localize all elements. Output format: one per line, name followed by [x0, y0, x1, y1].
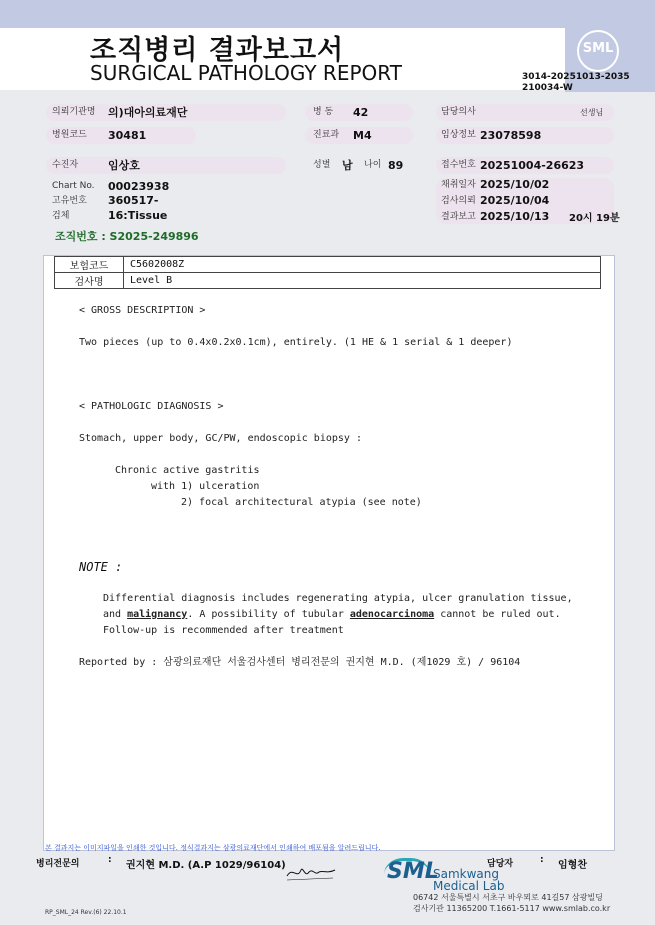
tissue-number: 조직번호 : S2025-249896	[55, 230, 199, 243]
lab-logo-mark: SML	[387, 859, 439, 884]
pathologist-colon: :	[108, 855, 112, 865]
insurance-code-value: C5602008Z	[124, 257, 601, 273]
malignancy-term: malignancy	[127, 609, 188, 620]
table-row	[55, 257, 601, 273]
test-name-value: Level B	[124, 273, 601, 289]
staff-label: 담당자	[487, 859, 514, 869]
top-band	[0, 0, 655, 28]
unique-value: 360517-	[108, 194, 159, 207]
staff-colon: :	[540, 855, 544, 865]
diagnosis-line-2: with 1) ulceration	[151, 481, 260, 492]
report-title-english: SURGICAL PATHOLOGY REPORT	[90, 61, 402, 85]
age-value: 89	[388, 159, 404, 172]
dept-value: M4	[353, 129, 372, 142]
report-number: 3014-20251013-2035 210034-W	[522, 72, 630, 93]
institution-value: 의)대아의료재단	[108, 106, 188, 119]
doctor-label: 담당의사	[441, 107, 476, 117]
receipt-value: 20251004-26623	[480, 159, 585, 172]
gross-text: Two pieces (up to 0.4x0.2x0.1cm), entirely. (1 HE & 1 serial & 1 deeper)	[79, 337, 513, 348]
chart-label: Chart No.	[52, 181, 95, 191]
chart-value: 00023938	[108, 180, 170, 193]
sml-logo-text: SML	[582, 41, 614, 56]
signature-icon	[285, 862, 337, 882]
patient-value: 임상호	[108, 159, 140, 172]
lab-logo-name: Samkwang Medical Lab	[433, 867, 505, 893]
note-header: NOTE :	[79, 560, 123, 574]
result-value: 2025/10/13	[480, 210, 550, 223]
sex-value: 남	[342, 159, 353, 172]
ward-value: 42	[353, 106, 369, 119]
hospital-code-label: 병원코드	[52, 130, 87, 140]
receipt-label: 접수번호	[441, 160, 476, 170]
hospital-code-value: 30481	[108, 129, 147, 142]
clinical-no-label: 임상정보	[441, 130, 476, 140]
form-number: RP_SML_24 Rev.(6) 22.10.1	[45, 909, 127, 916]
institution-label: 의뢰기관명	[52, 107, 96, 117]
note-line-3: Follow-up is recommended after treatment	[103, 625, 344, 636]
request-label: 검사의뢰	[441, 196, 476, 206]
specimen-value: 16:Tissue	[108, 209, 168, 222]
diagnosis-header: < PATHOLOGIC DIAGNOSIS >	[79, 401, 224, 412]
test-name-label: 검사명	[55, 273, 124, 289]
adenocarcinoma-term: adenocarcinoma	[349, 609, 435, 620]
insurance-code-label: 보험코드	[55, 257, 124, 273]
pathologist-value: 권지현 M.D. (A.P 1029/96104)	[126, 860, 286, 871]
sex-label: 성별	[313, 160, 331, 170]
clinical-no-value: 23078598	[480, 129, 542, 142]
pathologist-label: 병리전문의	[36, 859, 80, 869]
doctor-suffix: 선생님	[580, 108, 604, 117]
result-label: 결과보고	[441, 212, 476, 222]
reported-by: Reported by : 삼광의료재단 서울검사센터 병리전문의 권지현 M.D. (제1029 호) / 96104	[79, 657, 521, 668]
diagnosis-line-3: 2) focal architectural atypia (see note)	[181, 497, 422, 508]
collect-label: 채취일자	[441, 180, 476, 190]
insurance-table	[54, 256, 601, 289]
note-line-2: and malignancy. A possibility of tubular adenocarcinoma cannot be ruled out.	[103, 609, 561, 620]
report-title-korean: 조직병리 결과보고서	[90, 35, 345, 66]
request-value: 2025/10/04	[480, 194, 550, 207]
patient-pill	[46, 157, 286, 174]
dept-label: 진료과	[313, 130, 340, 140]
patient-label: 수진자	[52, 160, 79, 170]
specimen-label: 검체	[52, 211, 70, 221]
ward-label: 병 동	[313, 107, 334, 117]
table-row	[55, 273, 601, 289]
note-line-1: Differential diagnosis includes regenerating atypia, ulcer granulation tissue,	[103, 593, 573, 604]
gross-header: < GROSS DESCRIPTION >	[79, 305, 206, 316]
diagnosis-line-1: Chronic active gastritis	[115, 465, 260, 476]
result-time: 20시 19분	[569, 213, 620, 224]
lab-address: 06742 서울특별시 서초구 바우뫼로 41길57 삼광빌딩 검사기관 11365200 T.1661-5117 www.smlab.co.kr	[413, 893, 611, 913]
collect-value: 2025/10/02	[480, 178, 550, 191]
disclaimer-text: 본 결과지는 이미지파일을 인쇄한 것입니다. 정식결과지는 삼광의료재단에서 인쇄하여 배포됨을 알려드립니다.	[45, 844, 381, 852]
age-label: 나이	[364, 160, 382, 170]
diagnosis-site: Stomach, upper body, GC/PW, endoscopic biopsy :	[79, 433, 362, 444]
unique-label: 고유번호	[52, 196, 87, 206]
staff-value: 임형찬	[558, 860, 587, 871]
report-body	[43, 255, 615, 851]
